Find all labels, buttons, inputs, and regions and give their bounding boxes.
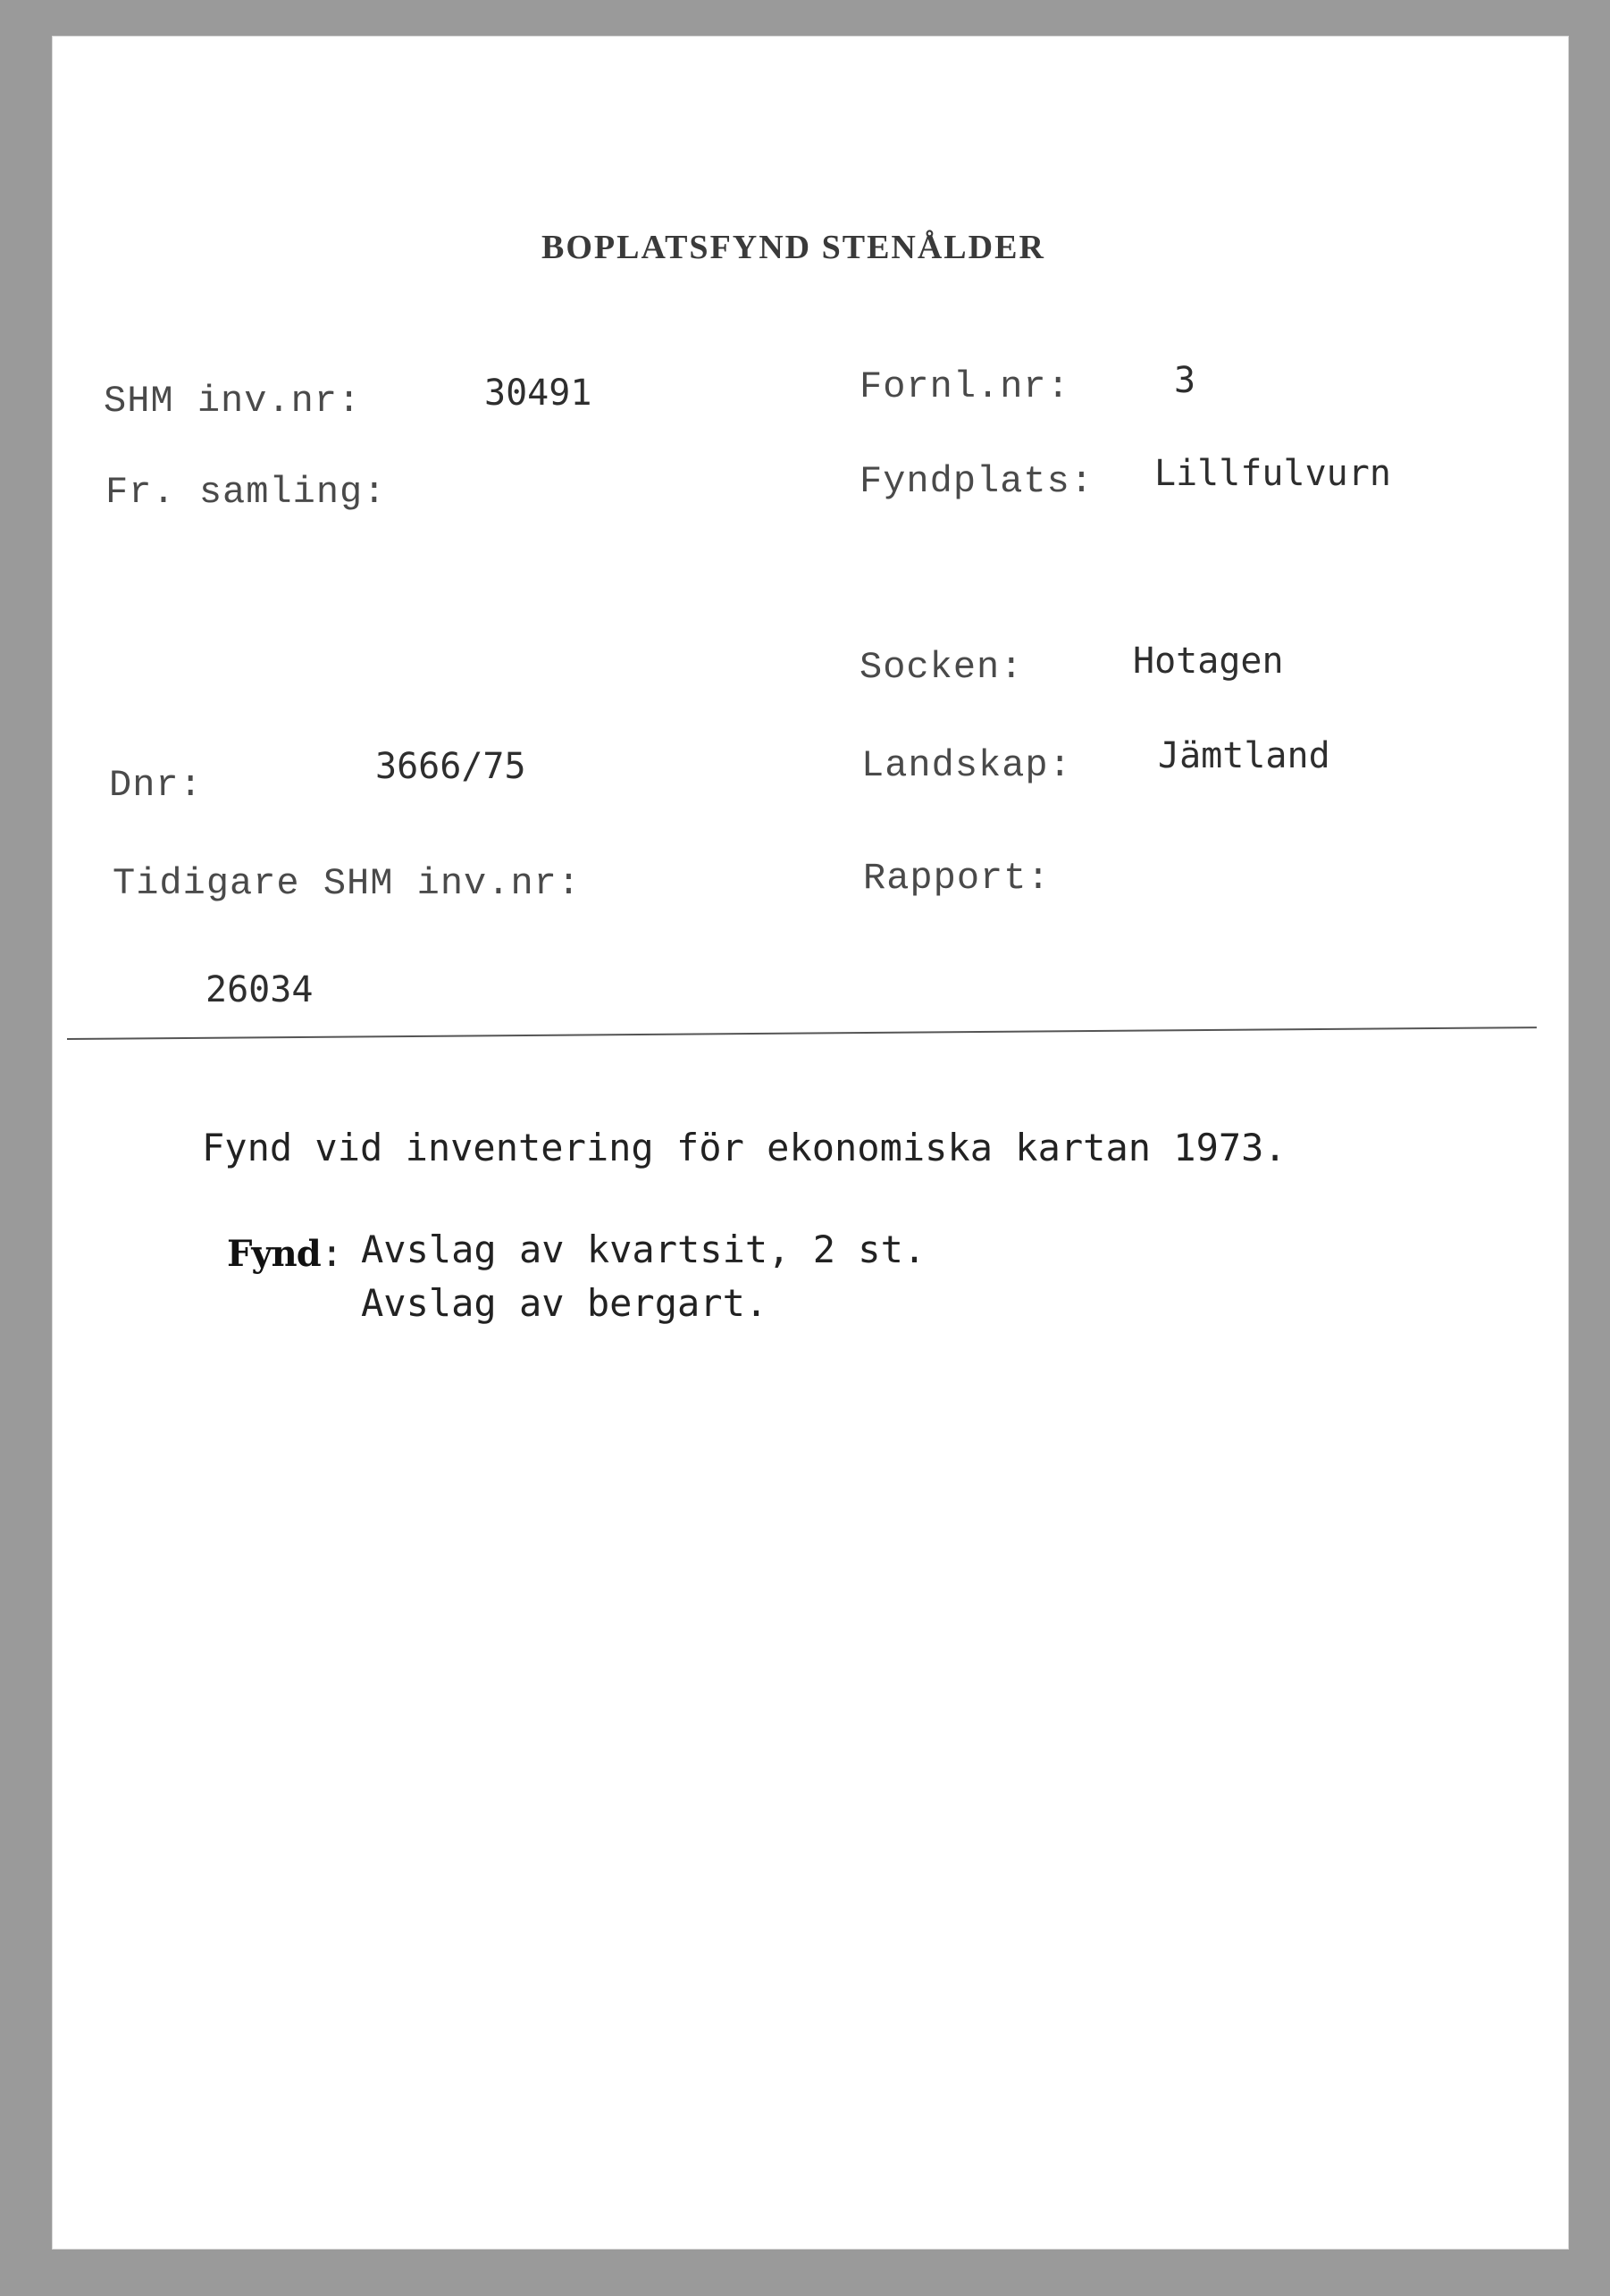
finds-label: Fynd — [227, 1233, 321, 1275]
index-card — [52, 36, 1569, 2250]
fyndplats-label: Fyndplats: — [860, 460, 1094, 503]
shm-inv-value: 30491 — [484, 373, 592, 414]
shm-inv-label: SHM inv.nr: — [104, 380, 362, 423]
dnr-value: 3666/75 — [375, 746, 526, 787]
fyndplats-value: Lillfulvurn — [1154, 453, 1391, 494]
landskap-value: Jämtland — [1158, 735, 1330, 776]
socken-value: Hotagen — [1133, 641, 1284, 682]
rapport-label: Rapport: — [863, 857, 1051, 900]
landskap-label: Landskap: — [861, 744, 1072, 787]
fornl-label: Fornl.nr: — [860, 365, 1070, 408]
find-description: Fynd vid inventering för ekonomiska kartan 1973. — [202, 1126, 1287, 1169]
socken-label: Socken: — [860, 646, 1024, 689]
find-item: Avslag av bergart. — [361, 1281, 768, 1325]
tidigare-shm-label: Tidigare SHM inv.nr: — [113, 862, 582, 905]
fornl-value: 3 — [1174, 360, 1196, 401]
fr-samling-label: Fr. samling: — [105, 471, 387, 514]
find-item: Avslag av kvartsit, 2 st. — [361, 1228, 927, 1271]
dnr-label: Dnr: — [109, 764, 203, 807]
finds-separator: : — [320, 1231, 343, 1275]
finds-heading — [227, 1231, 343, 1275]
card-title: BOPLATSFYND STENÅLDER — [541, 229, 1045, 266]
tidigare-shm-value: 26034 — [205, 969, 314, 1010]
